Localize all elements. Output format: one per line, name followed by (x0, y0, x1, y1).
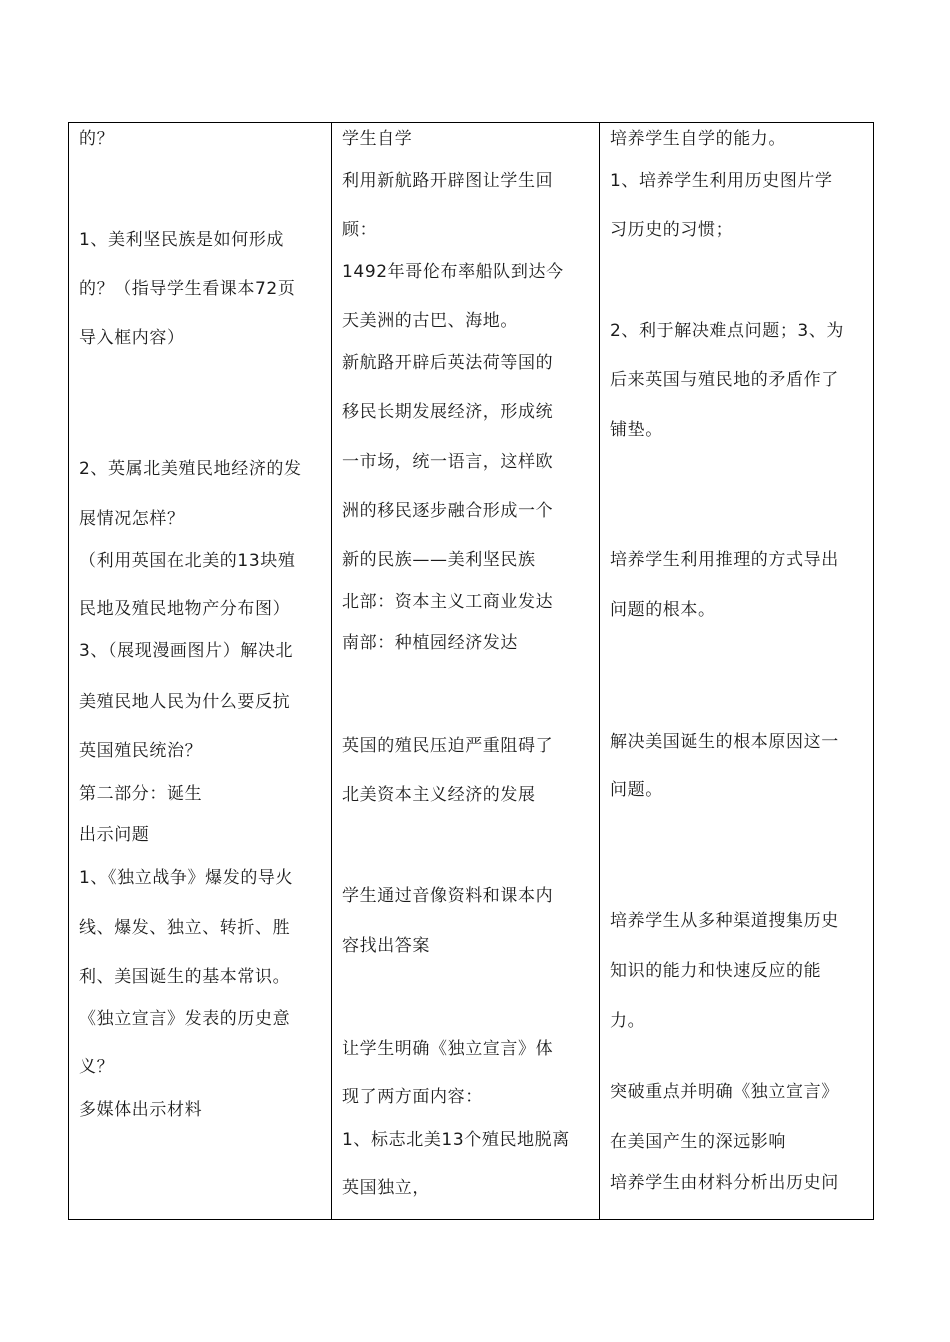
text-line: 多媒体出示材料 (79, 1100, 203, 1120)
text-line: 《独立宣言》发表的历史意 (79, 1009, 291, 1029)
text-line: 力。 (610, 1011, 646, 1031)
text-line: 培养学生从多种渠道搜集历史 (610, 911, 839, 931)
text-line: 新航路开辟后英法荷等国的 (342, 353, 554, 373)
text-line: 出示问题 (79, 825, 150, 845)
text-line: 的？（指导学生看课本72页 (79, 279, 296, 299)
text-line: 义？ (79, 1057, 115, 1077)
text-line: 顾： (342, 220, 378, 240)
text-line: 在美国产生的深远影响 (610, 1132, 786, 1152)
text-line: 3、（展现漫画图片）解决北 (79, 641, 294, 661)
teaching-content-column (69, 123, 331, 1219)
text-line: 1、《独立战争》爆发的导火 (79, 868, 294, 888)
text-line: 导入框内容） (79, 328, 185, 348)
text-line: 解决美国诞生的根本原因这一 (610, 732, 839, 752)
text-line: 第二部分：诞生 (79, 784, 203, 804)
text-line: 1、培养学生利用历史图片学 (610, 171, 833, 191)
text-line: 容找出答案 (342, 936, 430, 956)
text-line: 问题的根本。 (610, 600, 716, 620)
text-line: 培养学生自学的能力。 (610, 129, 786, 149)
text-line: 利、美国诞生的基本常识。 (79, 967, 291, 987)
text-line: 培养学生利用推理的方式导出 (610, 550, 839, 570)
text-line: 突破重点并明确《独立宣言》 (610, 1082, 839, 1102)
text-line: 的？ (79, 129, 115, 149)
text-line: 学生自学 (342, 129, 413, 149)
student-activity-column (332, 123, 599, 1219)
text-line: 一市场，统一语言，这样欧 (342, 452, 554, 472)
text-line: 2、利于解决难点问题；3、为 (610, 321, 845, 341)
text-line: 北部：资本主义工商业发达 (342, 592, 554, 612)
text-line: 线、爆发、独立、转折、胜 (79, 918, 291, 938)
table-row (69, 123, 874, 1220)
text-line: 学生通过音像资料和课本内 (342, 886, 554, 906)
design-intent-column (600, 123, 873, 1219)
text-line: 英国独立， (342, 1178, 430, 1198)
text-line: 利用新航路开辟图让学生回 (342, 171, 554, 191)
text-line: 培养学生由材料分析出历史问 (610, 1173, 839, 1193)
text-line: 2、英属北美殖民地经济的发 (79, 459, 302, 479)
teaching-content-cell (69, 123, 332, 1220)
text-line: 1、美利坚民族是如何形成 (79, 230, 285, 250)
text-line: 问题。 (610, 780, 663, 800)
text-line: 1、标志北美13个殖民地脱离 (342, 1130, 570, 1150)
text-line: 英国的殖民压迫严重阻碍了 (342, 736, 554, 756)
lesson-plan-table (68, 122, 874, 1220)
text-line: 洲的移民逐步融合形成一个 (342, 501, 554, 521)
text-line: 铺垫。 (610, 420, 663, 440)
text-line: 让学生明确《独立宣言》体 (342, 1039, 554, 1059)
text-line: 移民长期发展经济，形成统 (342, 402, 554, 422)
text-line: 后来英国与殖民地的矛盾作了 (610, 370, 839, 390)
text-line: 新的民族——美利坚民族 (342, 550, 536, 570)
text-line: 1492年哥伦布率船队到达今 (342, 262, 564, 282)
text-line: 民地及殖民地物产分布图） (79, 599, 291, 619)
text-line: 美殖民地人民为什么要反抗 (79, 692, 291, 712)
text-line: 现了两方面内容： (342, 1087, 483, 1107)
text-line: 北美资本主义经济的发展 (342, 785, 536, 805)
design-intent-cell (600, 123, 874, 1220)
text-line: 南部：种植园经济发达 (342, 633, 518, 653)
text-line: 知识的能力和快速反应的能 (610, 961, 822, 981)
text-line: 习历史的习惯； (610, 220, 734, 240)
text-line: （利用英国在北美的13块殖 (79, 551, 296, 571)
text-line: 展情况怎样？ (79, 509, 185, 529)
text-line: 英国殖民统治？ (79, 741, 203, 761)
student-activity-cell (332, 123, 600, 1220)
text-line: 天美洲的古巴、海地。 (342, 311, 518, 331)
